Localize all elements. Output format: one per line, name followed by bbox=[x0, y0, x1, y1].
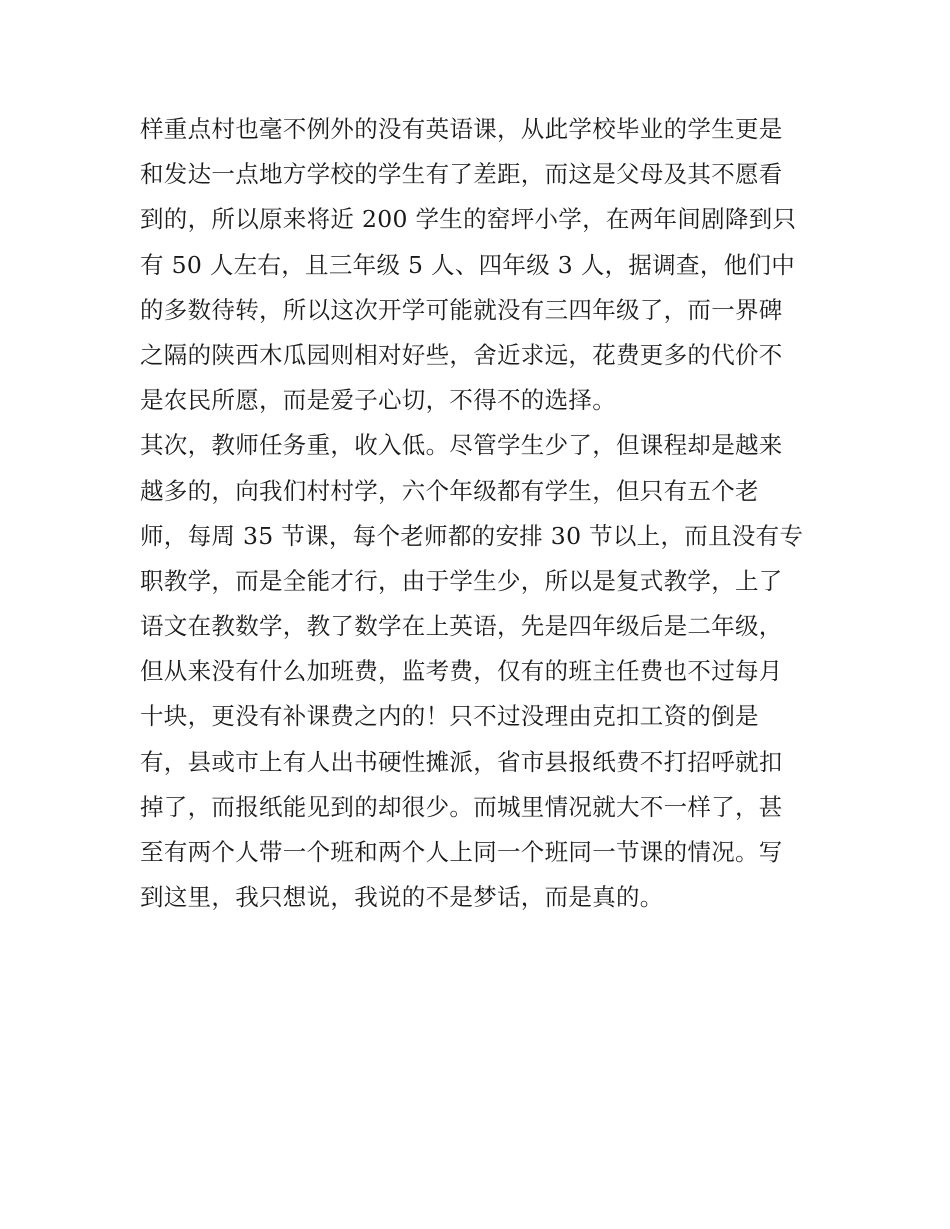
text-line: 到这里，我只想说，我说的不是梦话，而是真的。 bbox=[140, 883, 664, 912]
text-line: 是农民所愿，而是爱子心切，不得不的选择。 bbox=[140, 386, 616, 415]
text-line: 其次，教师任务重，收入低。尽管学生少了，但课程却是越来 bbox=[140, 431, 783, 460]
text-line: 职教学，而是全能才行，由于学生少，所以是复式教学，上了 bbox=[140, 566, 783, 595]
text-line: 之隔的陕西木瓜园则相对好些，舍近求远，花费更多的代价不 bbox=[140, 340, 783, 369]
text-line: 语文在教数学，教了数学在上英语，先是四年级后是二年级， bbox=[140, 612, 783, 641]
text-line: 掉了，而报纸能见到的却很少。而城里情况就大不一样了，甚 bbox=[140, 792, 783, 821]
text-line: 越多的，向我们村村学，六个年级都有学生，但只有五个老 bbox=[140, 476, 759, 505]
body-text bbox=[140, 107, 840, 920]
text-line: 有 50 人左右，且三年级 5 人、四年级 3 人，据调查，他们中 bbox=[140, 250, 796, 279]
text-line: 样重点村也毫不例外的没有英语课，从此学校毕业的学生更是 bbox=[140, 115, 783, 143]
text-line: 师，每周 35 节课，每个老师都的安排 30 节以上，而且没有专 bbox=[140, 521, 804, 550]
text-line: 至有两个人带一个班和两个人上同一个班同一节课的情况。写 bbox=[140, 838, 783, 866]
text-line: 有，县或市上有人出书硬性摊派，省市县报纸费不打招呼就扣 bbox=[140, 747, 783, 776]
text-line: 的多数待转，所以这次开学可能就没有三四年级了，而一界碑 bbox=[140, 295, 783, 324]
text-line: 十块，更没有补课费之内的！只不过没理由克扣工资的倒是 bbox=[140, 702, 759, 731]
text-line: 和发达一点地方学校的学生有了差距，而这是父母及其不愿看 bbox=[140, 160, 783, 189]
text-line: 但从来没有什么加班费，监考费，仅有的班主任费也不过每月 bbox=[140, 657, 783, 686]
text-line: 到的，所以原来将近 200 学生的窑坪小学，在两年间剧降到只 bbox=[140, 205, 797, 234]
